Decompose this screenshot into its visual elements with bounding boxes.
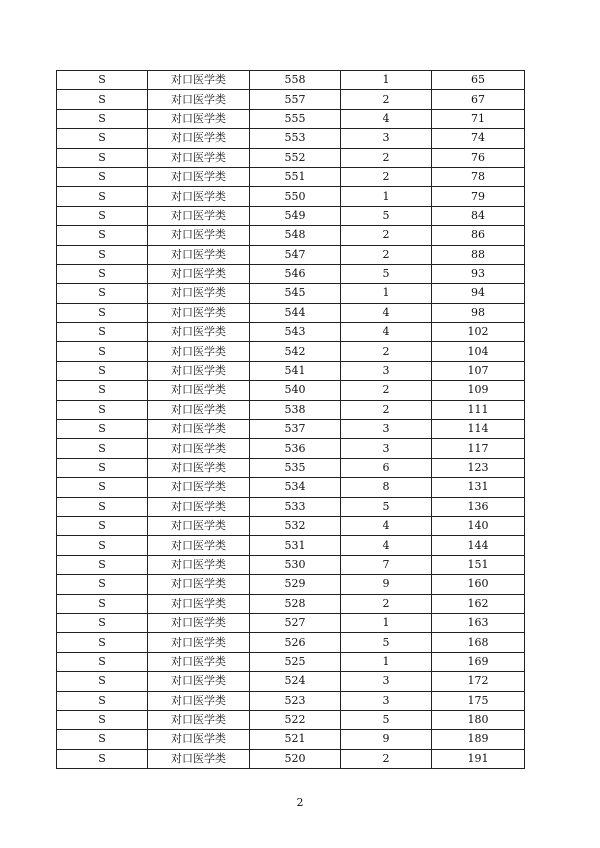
- score-cell: 521: [250, 730, 341, 749]
- subject-category-cell: 对口医学类: [148, 381, 250, 400]
- count-cell: 1: [341, 652, 432, 671]
- score-cell: 536: [250, 439, 341, 458]
- count-cell: 6: [341, 458, 432, 477]
- subject-category-cell: 对口医学类: [148, 129, 250, 148]
- score-cell: 557: [250, 90, 341, 109]
- score-cell: 546: [250, 264, 341, 283]
- score-cell: 530: [250, 555, 341, 574]
- count-cell: 3: [341, 361, 432, 380]
- cumulative-count-cell: 74: [432, 129, 525, 148]
- subject-category-cell: 对口医学类: [148, 691, 250, 710]
- subject-category-cell: 对口医学类: [148, 71, 250, 90]
- subject-category-cell: 对口医学类: [148, 420, 250, 439]
- score-cell: 555: [250, 109, 341, 128]
- cumulative-count-cell: 162: [432, 594, 525, 613]
- count-cell: 5: [341, 264, 432, 283]
- count-cell: 4: [341, 536, 432, 555]
- cumulative-count-cell: 172: [432, 672, 525, 691]
- category-code-cell: S: [57, 536, 148, 555]
- cumulative-count-cell: 67: [432, 90, 525, 109]
- subject-category-cell: 对口医学类: [148, 672, 250, 691]
- score-cell: 541: [250, 361, 341, 380]
- count-cell: 4: [341, 109, 432, 128]
- count-cell: 2: [341, 90, 432, 109]
- category-code-cell: S: [57, 710, 148, 729]
- table-row: [57, 264, 525, 283]
- subject-category-cell: 对口医学类: [148, 109, 250, 128]
- table-row: [57, 555, 525, 574]
- count-cell: 2: [341, 226, 432, 245]
- table-row: [57, 613, 525, 632]
- score-cell: 540: [250, 381, 341, 400]
- count-cell: 9: [341, 575, 432, 594]
- score-table-body: [57, 71, 525, 769]
- cumulative-count-cell: 123: [432, 458, 525, 477]
- category-code-cell: S: [57, 458, 148, 477]
- count-cell: 2: [341, 594, 432, 613]
- table-row: [57, 516, 525, 535]
- cumulative-count-cell: 189: [432, 730, 525, 749]
- table-row: [57, 187, 525, 206]
- subject-category-cell: 对口医学类: [148, 303, 250, 322]
- score-cell: 527: [250, 613, 341, 632]
- count-cell: 5: [341, 497, 432, 516]
- category-code-cell: S: [57, 749, 148, 768]
- category-code-cell: S: [57, 497, 148, 516]
- cumulative-count-cell: 163: [432, 613, 525, 632]
- category-code-cell: S: [57, 303, 148, 322]
- table-row: [57, 206, 525, 225]
- table-row: [57, 245, 525, 264]
- score-cell: 543: [250, 323, 341, 342]
- table-row: [57, 730, 525, 749]
- subject-category-cell: 对口医学类: [148, 478, 250, 497]
- table-row: [57, 90, 525, 109]
- count-cell: 4: [341, 323, 432, 342]
- score-cell: 558: [250, 71, 341, 90]
- subject-category-cell: 对口医学类: [148, 167, 250, 186]
- table-row: [57, 691, 525, 710]
- table-row: [57, 458, 525, 477]
- count-cell: 4: [341, 516, 432, 535]
- table-row: [57, 710, 525, 729]
- table-row: [57, 594, 525, 613]
- score-cell: 542: [250, 342, 341, 361]
- cumulative-count-cell: 136: [432, 497, 525, 516]
- category-code-cell: S: [57, 594, 148, 613]
- subject-category-cell: 对口医学类: [148, 458, 250, 477]
- count-cell: 5: [341, 710, 432, 729]
- count-cell: 9: [341, 730, 432, 749]
- count-cell: 1: [341, 284, 432, 303]
- score-cell: 537: [250, 420, 341, 439]
- cumulative-count-cell: 71: [432, 109, 525, 128]
- cumulative-count-cell: 98: [432, 303, 525, 322]
- count-cell: 4: [341, 303, 432, 322]
- cumulative-count-cell: 160: [432, 575, 525, 594]
- subject-category-cell: 对口医学类: [148, 245, 250, 264]
- category-code-cell: S: [57, 381, 148, 400]
- category-code-cell: S: [57, 439, 148, 458]
- category-code-cell: S: [57, 691, 148, 710]
- subject-category-cell: 对口医学类: [148, 342, 250, 361]
- table-row: [57, 129, 525, 148]
- cumulative-count-cell: 88: [432, 245, 525, 264]
- score-table: [56, 70, 525, 769]
- score-cell: 553: [250, 129, 341, 148]
- cumulative-count-cell: 180: [432, 710, 525, 729]
- category-code-cell: S: [57, 148, 148, 167]
- cumulative-count-cell: 79: [432, 187, 525, 206]
- table-row: [57, 148, 525, 167]
- table-row: [57, 303, 525, 322]
- subject-category-cell: 对口医学类: [148, 439, 250, 458]
- cumulative-count-cell: 114: [432, 420, 525, 439]
- table-row: [57, 575, 525, 594]
- score-cell: 548: [250, 226, 341, 245]
- table-row: [57, 323, 525, 342]
- score-cell: 520: [250, 749, 341, 768]
- count-cell: 1: [341, 71, 432, 90]
- table-row: [57, 633, 525, 652]
- category-code-cell: S: [57, 90, 148, 109]
- subject-category-cell: 对口医学类: [148, 284, 250, 303]
- score-cell: 522: [250, 710, 341, 729]
- category-code-cell: S: [57, 575, 148, 594]
- subject-category-cell: 对口医学类: [148, 594, 250, 613]
- subject-category-cell: 对口医学类: [148, 555, 250, 574]
- cumulative-count-cell: 76: [432, 148, 525, 167]
- table-row: [57, 420, 525, 439]
- count-cell: 3: [341, 672, 432, 691]
- count-cell: 3: [341, 129, 432, 148]
- category-code-cell: S: [57, 516, 148, 535]
- cumulative-count-cell: 78: [432, 167, 525, 186]
- category-code-cell: S: [57, 420, 148, 439]
- cumulative-count-cell: 102: [432, 323, 525, 342]
- subject-category-cell: 对口医学类: [148, 226, 250, 245]
- count-cell: 8: [341, 478, 432, 497]
- cumulative-count-cell: 104: [432, 342, 525, 361]
- subject-category-cell: 对口医学类: [148, 536, 250, 555]
- subject-category-cell: 对口医学类: [148, 613, 250, 632]
- subject-category-cell: 对口医学类: [148, 516, 250, 535]
- subject-category-cell: 对口医学类: [148, 575, 250, 594]
- subject-category-cell: 对口医学类: [148, 361, 250, 380]
- score-cell: 529: [250, 575, 341, 594]
- score-cell: 552: [250, 148, 341, 167]
- table-row: [57, 167, 525, 186]
- table-row: [57, 497, 525, 516]
- category-code-cell: S: [57, 555, 148, 574]
- count-cell: 2: [341, 148, 432, 167]
- score-cell: 528: [250, 594, 341, 613]
- count-cell: 2: [341, 245, 432, 264]
- count-cell: 3: [341, 439, 432, 458]
- cumulative-count-cell: 169: [432, 652, 525, 671]
- cumulative-count-cell: 107: [432, 361, 525, 380]
- score-cell: 534: [250, 478, 341, 497]
- category-code-cell: S: [57, 323, 148, 342]
- cumulative-count-cell: 131: [432, 478, 525, 497]
- subject-category-cell: 对口医学类: [148, 730, 250, 749]
- category-code-cell: S: [57, 652, 148, 671]
- table-row: [57, 284, 525, 303]
- cumulative-count-cell: 175: [432, 691, 525, 710]
- cumulative-count-cell: 84: [432, 206, 525, 225]
- count-cell: 2: [341, 167, 432, 186]
- count-cell: 3: [341, 691, 432, 710]
- cumulative-count-cell: 93: [432, 264, 525, 283]
- score-cell: 523: [250, 691, 341, 710]
- table-row: [57, 400, 525, 419]
- category-code-cell: S: [57, 672, 148, 691]
- count-cell: 3: [341, 420, 432, 439]
- score-cell: 550: [250, 187, 341, 206]
- score-cell: 535: [250, 458, 341, 477]
- count-cell: 2: [341, 342, 432, 361]
- table-row: [57, 226, 525, 245]
- cumulative-count-cell: 144: [432, 536, 525, 555]
- category-code-cell: S: [57, 400, 148, 419]
- cumulative-count-cell: 111: [432, 400, 525, 419]
- score-cell: 526: [250, 633, 341, 652]
- subject-category-cell: 对口医学类: [148, 497, 250, 516]
- score-cell: 551: [250, 167, 341, 186]
- category-code-cell: S: [57, 264, 148, 283]
- subject-category-cell: 对口医学类: [148, 633, 250, 652]
- table-row: [57, 439, 525, 458]
- count-cell: 1: [341, 187, 432, 206]
- cumulative-count-cell: 191: [432, 749, 525, 768]
- count-cell: 1: [341, 613, 432, 632]
- category-code-cell: S: [57, 109, 148, 128]
- subject-category-cell: 对口医学类: [148, 400, 250, 419]
- cumulative-count-cell: 109: [432, 381, 525, 400]
- score-cell: 538: [250, 400, 341, 419]
- table-row: [57, 71, 525, 90]
- cumulative-count-cell: 94: [432, 284, 525, 303]
- category-code-cell: S: [57, 361, 148, 380]
- category-code-cell: S: [57, 129, 148, 148]
- table-row: [57, 478, 525, 497]
- subject-category-cell: 对口医学类: [148, 264, 250, 283]
- category-code-cell: S: [57, 342, 148, 361]
- cumulative-count-cell: 117: [432, 439, 525, 458]
- category-code-cell: S: [57, 284, 148, 303]
- score-cell: 525: [250, 652, 341, 671]
- count-cell: 2: [341, 749, 432, 768]
- table-row: [57, 361, 525, 380]
- table-row: [57, 672, 525, 691]
- table-row: [57, 109, 525, 128]
- subject-category-cell: 对口医学类: [148, 148, 250, 167]
- score-cell: 547: [250, 245, 341, 264]
- table-row: [57, 749, 525, 768]
- count-cell: 5: [341, 633, 432, 652]
- category-code-cell: S: [57, 167, 148, 186]
- count-cell: 5: [341, 206, 432, 225]
- table-row: [57, 342, 525, 361]
- count-cell: 7: [341, 555, 432, 574]
- count-cell: 2: [341, 400, 432, 419]
- category-code-cell: S: [57, 730, 148, 749]
- subject-category-cell: 对口医学类: [148, 206, 250, 225]
- category-code-cell: S: [57, 206, 148, 225]
- category-code-cell: S: [57, 478, 148, 497]
- cumulative-count-cell: 86: [432, 226, 525, 245]
- score-cell: 532: [250, 516, 341, 535]
- cumulative-count-cell: 151: [432, 555, 525, 574]
- score-cell: 524: [250, 672, 341, 691]
- subject-category-cell: 对口医学类: [148, 652, 250, 671]
- subject-category-cell: 对口医学类: [148, 323, 250, 342]
- cumulative-count-cell: 140: [432, 516, 525, 535]
- score-cell: 533: [250, 497, 341, 516]
- cumulative-count-cell: 168: [432, 633, 525, 652]
- score-cell: 545: [250, 284, 341, 303]
- table-row: [57, 381, 525, 400]
- subject-category-cell: 对口医学类: [148, 90, 250, 109]
- page-number: 2: [296, 796, 304, 809]
- category-code-cell: S: [57, 245, 148, 264]
- table-row: [57, 536, 525, 555]
- score-cell: 549: [250, 206, 341, 225]
- subject-category-cell: 对口医学类: [148, 187, 250, 206]
- subject-category-cell: 对口医学类: [148, 749, 250, 768]
- count-cell: 2: [341, 381, 432, 400]
- category-code-cell: S: [57, 71, 148, 90]
- cumulative-count-cell: 65: [432, 71, 525, 90]
- category-code-cell: S: [57, 187, 148, 206]
- subject-category-cell: 对口医学类: [148, 710, 250, 729]
- table-row: [57, 652, 525, 671]
- score-cell: 544: [250, 303, 341, 322]
- category-code-cell: S: [57, 613, 148, 632]
- score-cell: 531: [250, 536, 341, 555]
- category-code-cell: S: [57, 226, 148, 245]
- category-code-cell: S: [57, 633, 148, 652]
